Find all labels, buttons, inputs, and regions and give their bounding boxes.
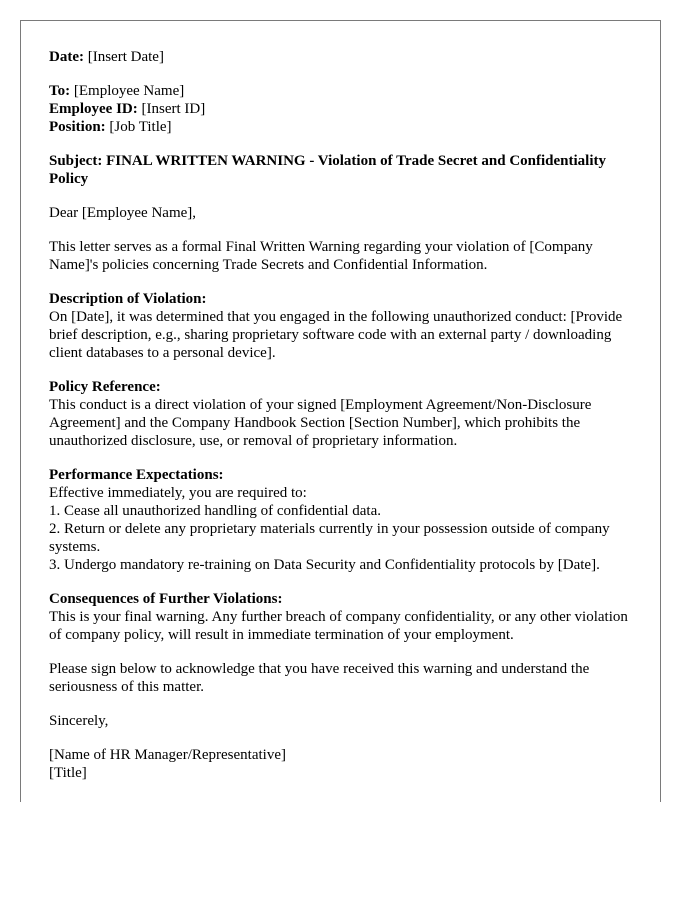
violation-section xyxy=(49,290,632,362)
recipient-block xyxy=(49,82,632,136)
list-item: 1. Cease all unauthorized handling of confidential data. xyxy=(49,503,381,519)
signatory-title: [Title] xyxy=(49,765,87,781)
to-value: [Employee Name] xyxy=(70,83,185,99)
salutation: Dear [Employee Name], xyxy=(49,205,197,221)
subject-line: Subject: FINAL WRITTEN WARNING - Violation of Trade Secret and Confidentiality Policy xyxy=(49,153,606,187)
list-item: 3. Undergo mandatory re-training on Data Security and Confidentiality protocols by [Date]. xyxy=(49,557,600,573)
expectations-section xyxy=(49,466,632,574)
to-line xyxy=(49,82,632,100)
position-label: Position: xyxy=(49,119,106,135)
employee-id-value: [Insert ID] xyxy=(137,101,206,117)
consequences-heading: Consequences of Further Violations: xyxy=(49,591,283,607)
acknowledgement-paragraph: Please sign below to acknowledge that you have received this warning and understand the seriousness of this matter. xyxy=(49,661,590,695)
position-line xyxy=(49,118,632,136)
intro-paragraph: This letter serves as a formal Final Written Warning regarding your violation of [Company Name]'s policies concerning Trade Secrets and Confidential Information. xyxy=(49,239,593,273)
position-value: [Job Title] xyxy=(105,119,172,135)
expectations-list xyxy=(49,502,632,574)
employee-id-line xyxy=(49,100,632,118)
date-value: [Insert Date] xyxy=(83,49,164,65)
expectations-lead: Effective immediately, you are required to: xyxy=(49,485,307,501)
closing: Sincerely, xyxy=(49,713,109,729)
consequences-body: This is your final warning. Any further breach of company confidentiality, or any other violation of company policy, will result in immediate termination of your employment. xyxy=(49,609,628,643)
consequences-section xyxy=(49,590,632,644)
employee-id-label: Employee ID: xyxy=(49,101,138,117)
list-item: 2. Return or delete any proprietary materials currently in your possession outside of company systems. xyxy=(49,521,610,555)
to-label: To: xyxy=(49,83,71,99)
signatory-name: [Name of HR Manager/Representative] xyxy=(49,747,286,763)
policy-heading: Policy Reference: xyxy=(49,379,161,395)
date-label: Date: xyxy=(49,49,84,65)
violation-heading: Description of Violation: xyxy=(49,291,207,307)
policy-body: This conduct is a direct violation of your signed [Employment Agreement/Non-Disclosure Agreement] and the Company Handbook Section [Section Number], which prohibits the unauthorized disclosure, use, or removal of proprietary information. xyxy=(49,397,592,449)
signature-block xyxy=(49,746,632,782)
date-line xyxy=(49,48,632,66)
policy-section xyxy=(49,378,632,450)
violation-body: On [Date], it was determined that you engaged in the following unauthorized conduct: [Provide brief description, e.g., sharing proprietary software code with an external party / downloading client databases to a personal device]. xyxy=(49,309,623,361)
expectations-heading: Performance Expectations: xyxy=(49,467,224,483)
warning-letter xyxy=(20,20,661,802)
